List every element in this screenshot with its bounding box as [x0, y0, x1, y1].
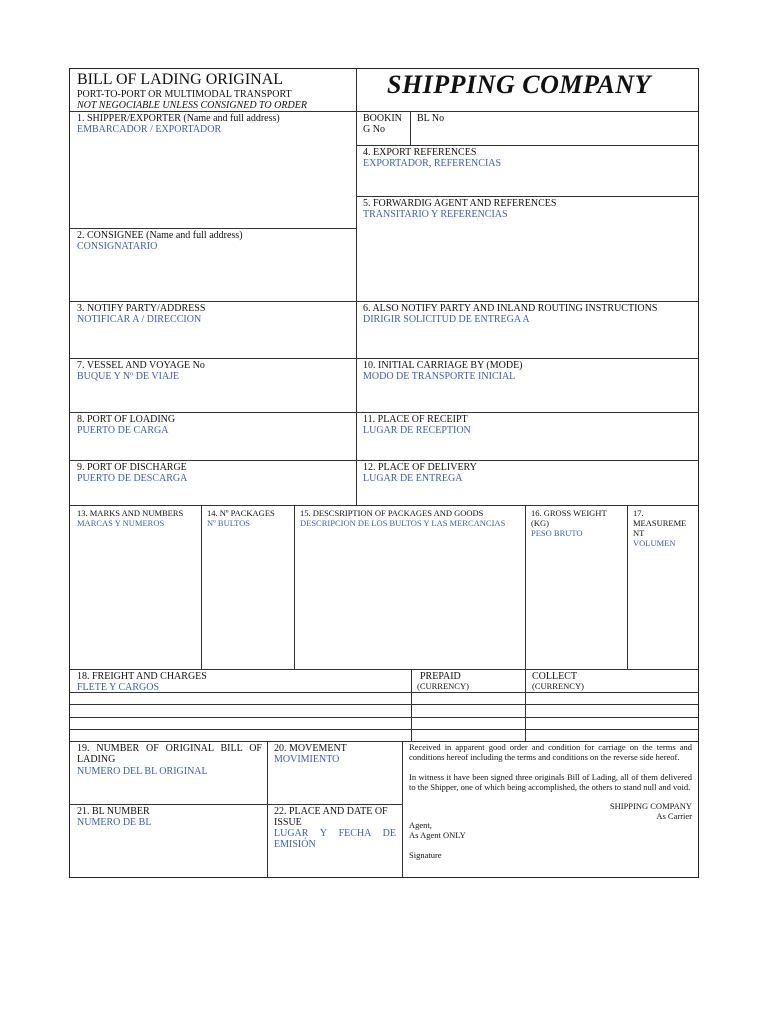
- marks-label: 13. MARKS AND NUMBERS: [77, 508, 184, 518]
- measurement-number: 17.: [633, 508, 644, 518]
- forwarding-sub: TRANSITARIO Y REFERENCIAS: [363, 209, 508, 220]
- notify-sub: NOTIFICAR A / DIRECCION: [77, 314, 202, 325]
- notify-label: 3. NOTIFY PARTY/ADDRESS: [77, 303, 206, 314]
- terms-witness: In witness it have been signed three originals Bill of Lading, all of them delivered to the Shipper, one of which being accomplished, the others to stand null and void.: [409, 772, 692, 792]
- place-date-sub: LUGAR Y FECHA DE EMISIÓN: [274, 828, 396, 850]
- port-loading-label: 8. PORT OF LOADING: [77, 414, 176, 425]
- company-name: SHIPPING COMPANY: [387, 70, 651, 99]
- place-delivery-label: 12. PLACE OF DELIVERY: [363, 462, 477, 473]
- measurement-label: MEASUREME: [633, 518, 687, 528]
- agent-label: Agent,: [409, 820, 432, 830]
- initial-carriage-sub: MODO DE TRANSPORTE INICIAL: [363, 371, 516, 382]
- signature-label: Signature: [409, 850, 442, 860]
- description-label: 15. DESCSRIPTION OF PACKAGES AND GOODS: [300, 508, 484, 518]
- also-notify-label: 6. ALSO NOTIFY PARTY AND INLAND ROUTING INSTRUCTIONS: [363, 303, 658, 314]
- bl-no-label: BL No: [417, 113, 445, 124]
- shipper-label: 1. SHIPPER/EXPORTER (Name and full address): [77, 113, 280, 124]
- originals-sub: NUMERO DEL BL ORIGINAL: [77, 766, 208, 777]
- freight-sub: FLETE Y CARGOS: [77, 682, 160, 693]
- booking-label: BOOKIN: [363, 113, 402, 124]
- port-loading-sub: PUERTO DE CARGA: [77, 425, 169, 436]
- gross-weight-unit: (KG): [531, 518, 549, 528]
- collect-label: COLLECT: [532, 671, 577, 682]
- movement-label: 20. MOVEMENT: [274, 743, 347, 754]
- export-refs-sub: EXPORTADOR, REFERENCIAS: [363, 158, 502, 169]
- vessel-sub: BUQUE Y Nº DE VIAJE: [77, 371, 180, 382]
- terms-received: Received in apparent good order and condition for carriage on the terms and conditions hereof including the terms and conditions on the reverse side hereof.: [409, 742, 692, 762]
- marks-sub: MARCAS Y NUMEROS: [77, 518, 165, 528]
- place-receipt-label: 11. PLACE OF RECEIPT: [363, 414, 468, 425]
- movement-sub: MOVIMIENTO: [274, 754, 340, 765]
- gross-weight-label: 16. GROSS WEIGHT: [531, 508, 607, 518]
- packages-sub: Nº BULTOS: [207, 518, 251, 528]
- vessel-label: 7. VESSEL AND VOYAGE No: [77, 360, 205, 371]
- carrier-role: As Carrier: [656, 811, 692, 821]
- collect-currency: (CURRENCY): [532, 681, 584, 691]
- also-notify-sub: DIRIGIR SOLICITUD DE ENTREGA A: [363, 314, 530, 325]
- shipper-sub: EMBARCADOR / EXPORTADOR: [77, 124, 222, 135]
- bl-number-sub: NUMERO DE BL: [77, 817, 152, 828]
- description-sub: DESCRIPCION DE LOS BULTOS Y LAS MERCANCIAS: [300, 518, 506, 528]
- initial-carriage-label: 10. INITIAL CARRIAGE BY (MODE): [363, 360, 523, 371]
- place-receipt-sub: LUGAR DE RECEPTION: [363, 425, 471, 436]
- agent-only-label: As Agent ONLY: [409, 830, 466, 840]
- gross-weight-sub: PESO BRUTO: [531, 528, 583, 538]
- prepaid-currency: (CURRENCY): [417, 681, 469, 691]
- place-delivery-sub: LUGAR DE ENTREGA: [363, 473, 463, 484]
- port-discharge-label: 9. PORT OF DISCHARGE: [77, 462, 187, 473]
- consignee-sub: CONSIGNATARIO: [77, 241, 158, 252]
- transport-type: PORT-TO-PORT OR MULTIMODAL TRANSPORT: [77, 89, 292, 100]
- prepaid-label: PREPAID: [420, 671, 461, 682]
- negotiable-notice: NOT NEGOCIABLE UNLESS CONSIGNED TO ORDER: [77, 100, 307, 111]
- originals-label: 19. NUMBER OF ORIGINAL BILL OF LADING: [77, 743, 262, 765]
- carrier-name: SHIPPING COMPANY: [609, 801, 692, 811]
- packages-label: 14. Nº PACKAGES: [207, 508, 275, 518]
- measurement-sub: VOLUMEN: [633, 538, 676, 548]
- bl-number-label: 21. BL NUMBER: [77, 806, 150, 817]
- export-refs-label: 4. EXPORT REFERENCES: [363, 147, 477, 158]
- port-discharge-sub: PUERTO DE DESCARGA: [77, 473, 188, 484]
- bill-of-lading-form: [69, 68, 699, 878]
- measurement-label-2: NT: [633, 528, 645, 538]
- forwarding-label: 5. FORWARDIG AGENT AND REFERENCES: [363, 198, 557, 209]
- booking-label-2: G No: [363, 124, 385, 135]
- consignee-label: 2. CONSIGNEE (Name and full address): [77, 230, 243, 241]
- form-title: BILL OF LADING ORIGINAL: [77, 71, 284, 88]
- place-date-label: 22. PLACE AND DATE OF ISSUE: [274, 806, 388, 828]
- freight-label: 18. FREIGHT AND CHARGES: [77, 671, 207, 682]
